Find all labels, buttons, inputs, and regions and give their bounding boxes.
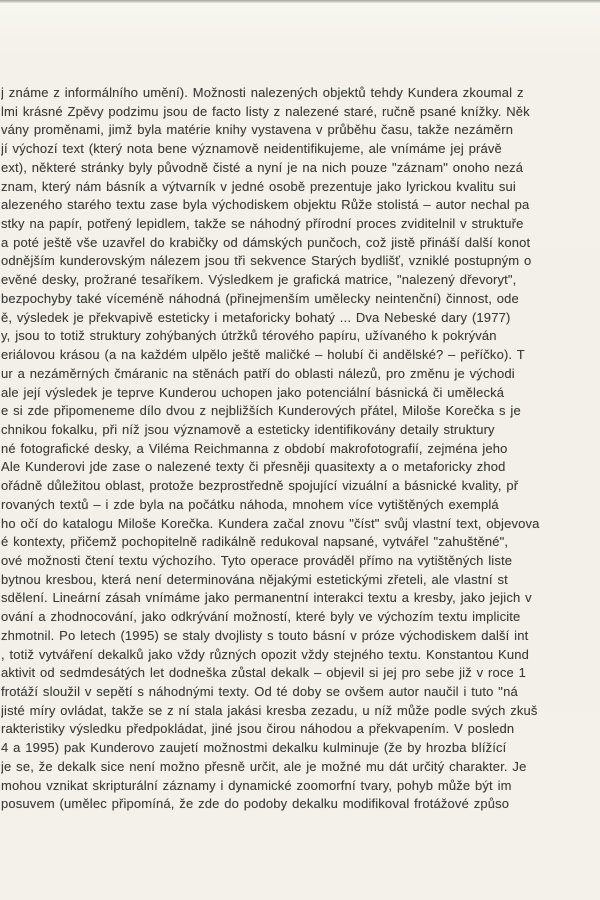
text-line: aktivit od sedmdesátých let dodneška zůstal dekalk – objevil si jej pro sebe již v roce 1 [1,665,527,681]
text-line: jí výchozí text (který nota bene významově neidentifikujeme, ale vnímáme jej právě [1,141,502,157]
text-line: zhmotnil. Po letech (1995) se staly dvojlisty s touto básní v próze východiskem další int [1,627,529,643]
body-text-column [0,84,600,814]
text-line: sdělení. Lineární zásah vnímáme jako permanentní interakci textu a kresby, jako jejich v [1,590,532,606]
text-line: é kontexty, přičemž pochopitelně radikálně redukoval napsané, vytvářel "zahuštěné", [1,534,509,550]
text-line: chnikou fokalku, při níž jsou významově a esteticky identifikovány detaily struktury [1,421,495,437]
text-line: rovaných textů – i zde byla na počátku náhoda, mnohem více vytištěných exemplá [1,496,499,512]
text-line: posuvem (umělec připomíná, že zde do podoby dekalku modifikoval frotážové způso [1,796,510,812]
text-line: a poté ještě vše uzavřel do krabičky od dámských punčoch, což jistě přináší další konot [1,234,531,250]
text-line: mohou vznikat skripturální záznamy i dynamické zoomorfní tvary, pohyb může být im [1,777,512,793]
text-line: y, jsou to totiž struktury zohýbaných útržků térového papíru, užívaného k pokrýván [1,328,497,344]
text-line: Ale Kunderovi jde zase o nalezené texty či přesněji quasitexty a o metaforicky zhod [1,459,506,475]
text-line: znam, který nám básník a výtvarník v jedné osobě prezentuje jako lyrickou kvalitu sui [1,178,516,194]
text-line: né fotografické desky, a Viléma Reichmanna z období makrofotografií, zejména jeho [1,440,508,456]
text-line: stky na papír, potřený lepidlem, takže se náhodný přírodní proces zviditelnil v struktuře [1,216,524,232]
text-line: , totiž vytváření dekalků jako vždy různých opozit vždy stejného textu. Konstantou Kund [1,646,529,662]
text-line: eriálovou krásou (a na každém ulpělo ještě maličké – holubí či andělské? – peříčko). T [1,347,525,363]
text-line: bytnou kresbou, která není determinována nějakými estetickými zřeteli, ale vlastní st [1,571,508,587]
text-line: rakteristiky výsledku předpokládat, jiné jsou čirou náhodou a překvapením. V posledn [1,721,515,737]
text-line: je se, že dekalk sice není možno přesně určit, ale je možné mu dát určitý charakter. Je [1,758,527,774]
text-line: ext), některé stránky byly původně čisté a nyní je na nich pouze "záznam" onoho nezá [1,159,524,175]
text-line: ur a nezáměrných čmáranic na stěnách patří do oblasti nálezů, pro změnu je východi [1,365,515,381]
text-line: ořádně důležitou oblast, protože bezprostředně spojující vizuální a básnické kvality, př [1,478,519,494]
text-line: 4 a 1995) pak Kunderovo zaujetí možnostmi dekalku kulminuje (že by hrozba blížící [1,740,507,756]
text-line: lmi krásné Zpěvy podzimu jsou de facto listy z nalezené staré, ručně psané knížky. Něk [1,103,530,119]
text-line: frotáží sloužil v sepětí s náhodnými texty. Od té doby se ovšem autor naučil i tuto "ná [1,684,518,699]
text-line: j známe z informálního umění). Možnosti nalezených objektů tehdy Kundera zkoumal z [1,85,524,100]
text-line: odnějším kunderovským nálezem jsou tři sekvence Starých bydlišť, vzniklé postupným o [1,253,532,269]
text-line: bezpochyby také víceméně náhodná (přinejmenším umělecky neintenční) činnost, ode [1,290,519,306]
text-line: e si zde připomeneme dílo dvou z nejbližších Kunderových přátel, Miloše Korečka s je [1,403,521,419]
text-line: ale její výsledek je teprve Kunderou uchopen jako potenciální básnická či umělecká [1,384,505,400]
text-line: ové možnosti čtení textu výchozího. Tyto operace prováděl přímo na vytištěných liste [1,552,513,568]
text-line: jisté míry ovládat, takže se z ní stala jakási kresba zezadu, u níž může podle svých zkuš [1,702,538,718]
text-line: ování a zhodnocování, jako odkrývání možností, které byly ve výchozím textu implicite [1,609,521,625]
text-line: alezeného starého textu zase byla východiskem objektu Růže stolistá – autor nechal pa [1,197,530,213]
page-top-edge [0,0,600,3]
text-line: vány proměnami, jimž byla matérie knihy vystavena v průběhu času, takže nezáměrn [1,122,514,138]
text-line: ě, výsledek je překvapivě esteticky i metaforicky bohatý ... Dva Nebeské dary (1977) [1,309,511,325]
text-line: ho očí do katalogu Miloše Korečka. Kundera začal znovu "číst" svůj vlastní text, objevova [1,515,540,531]
text-line: evěné desky, prožrané tesaříkem. Výsledkem je grafická matrice, "nalezený dřevoryt", [1,272,517,288]
